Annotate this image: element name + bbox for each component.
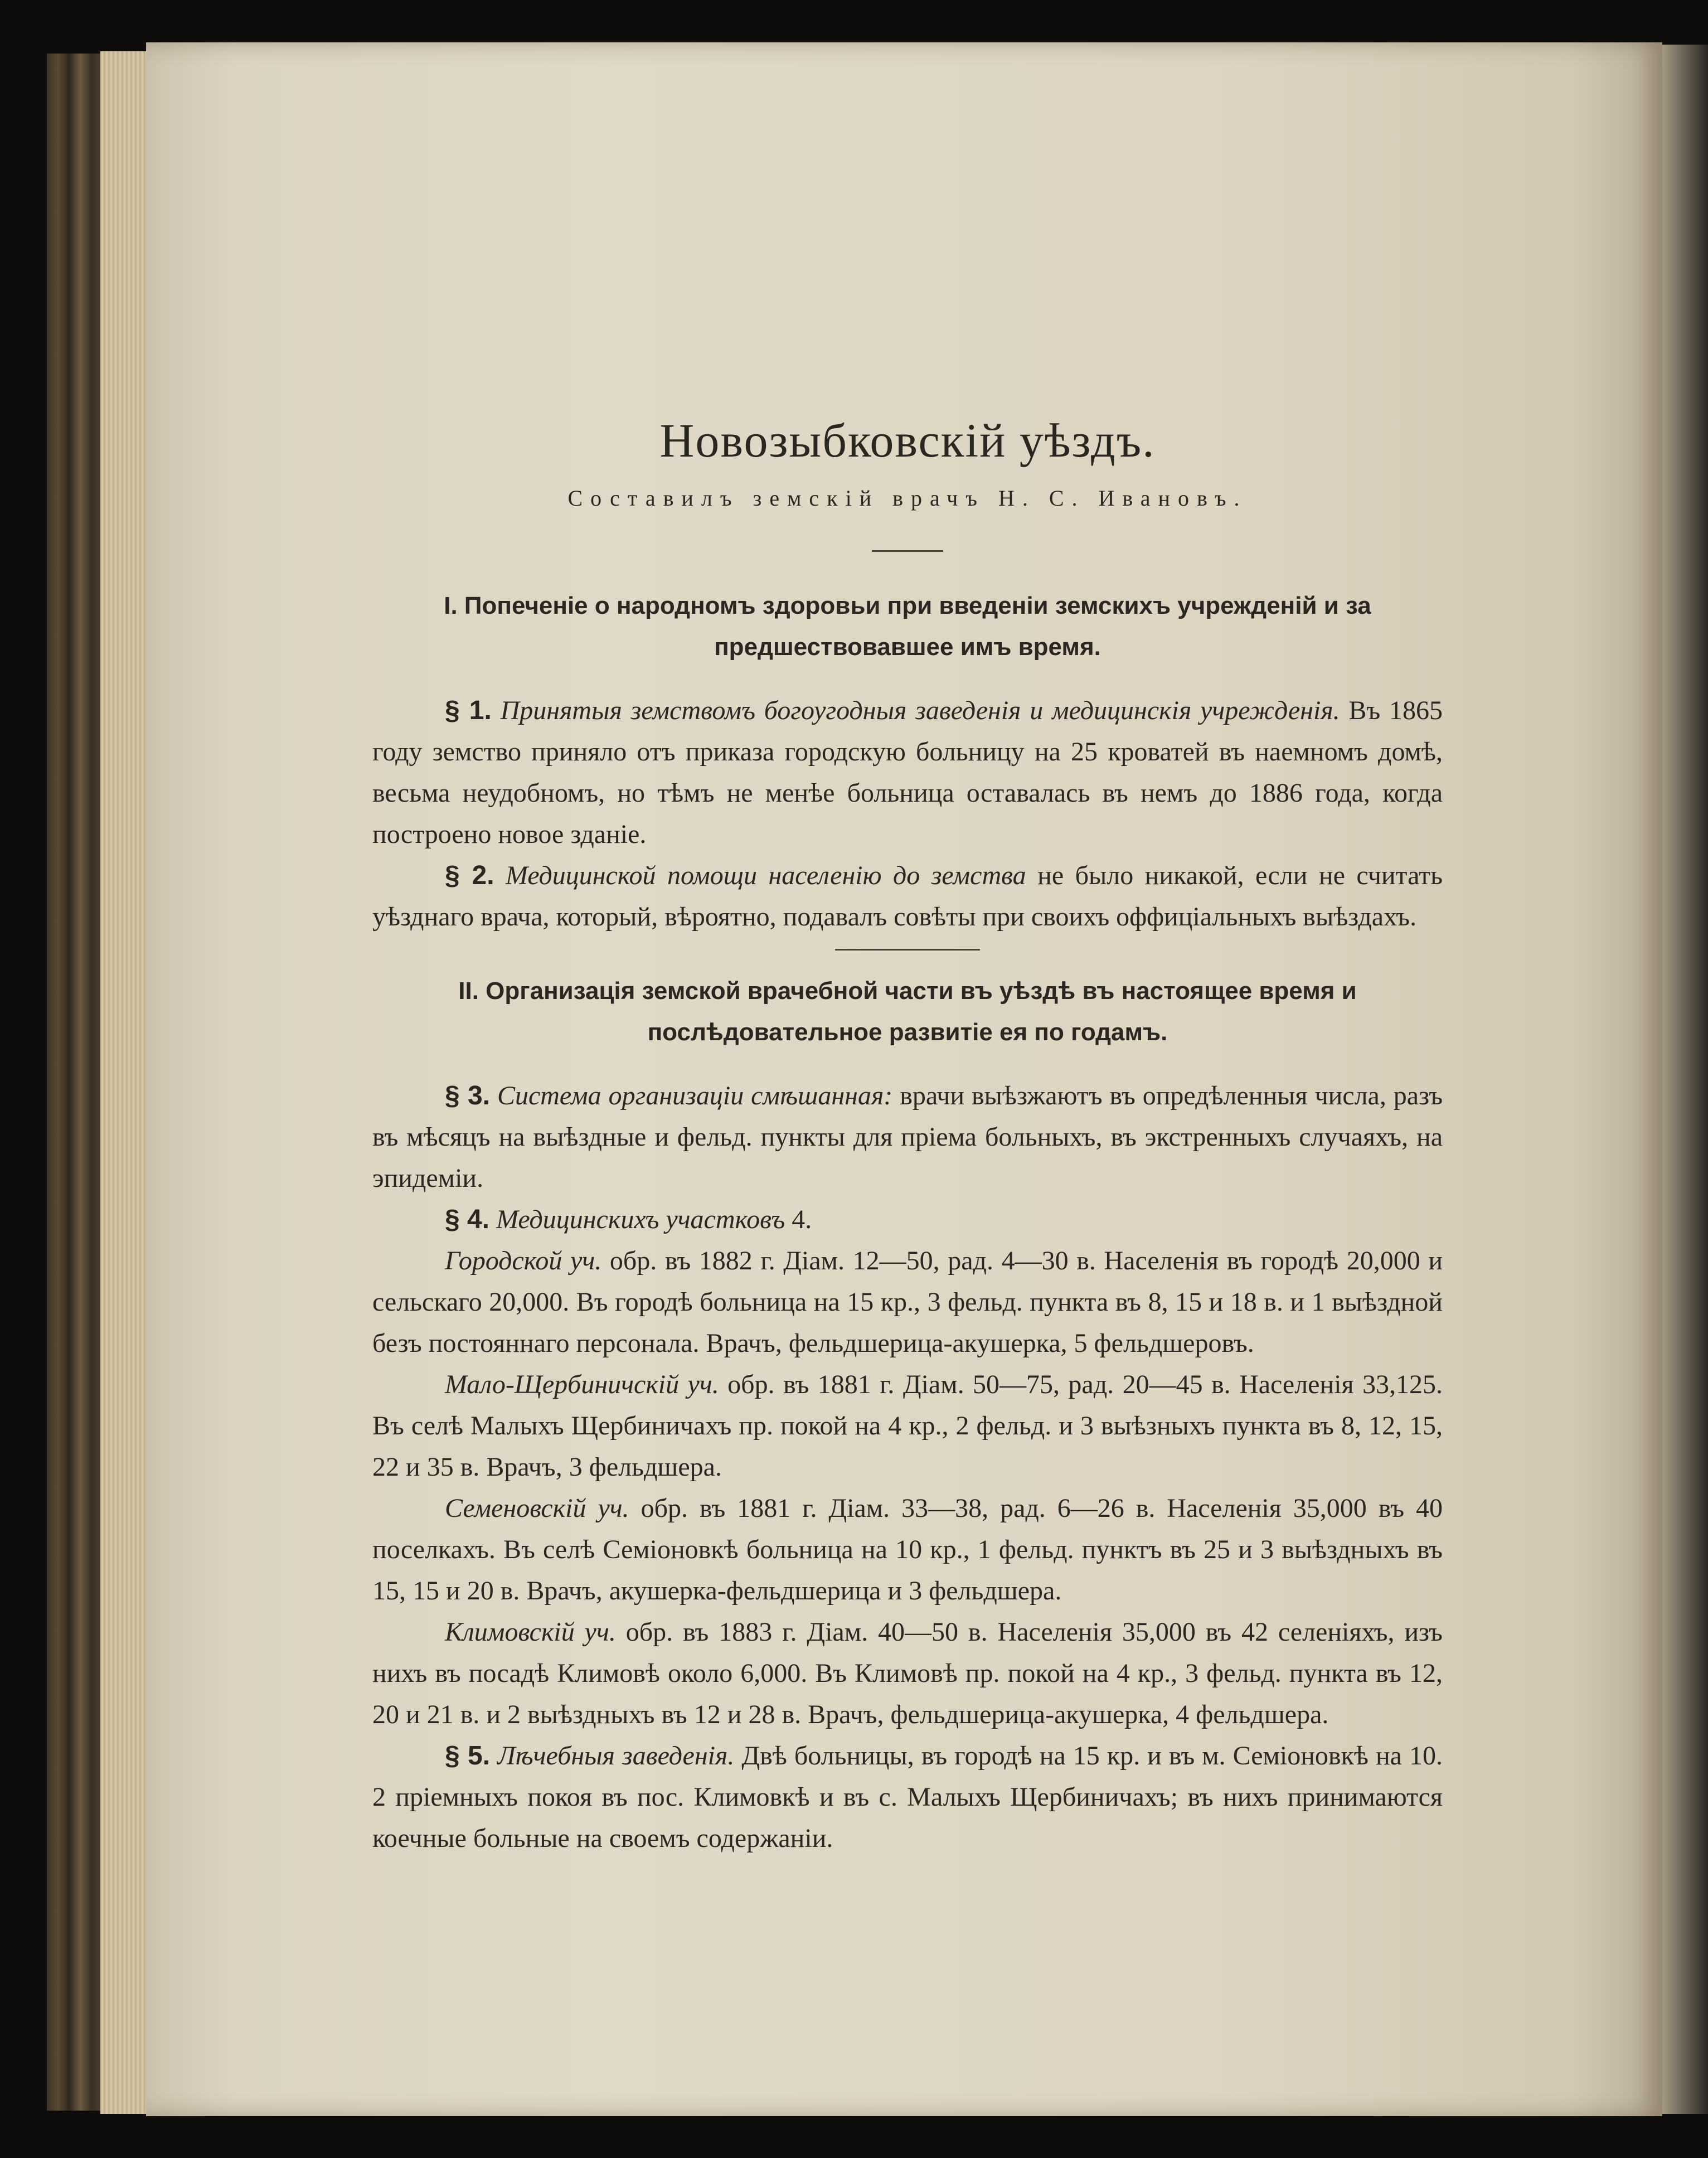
section-heading-1 [372,585,1443,668]
paragraph-8 [372,1612,1443,1735]
paragraph-lead: Лѣчебныя заведенія. [497,1741,735,1771]
paragraph-1 [372,690,1443,855]
paragraph-mark: § 2. [445,861,494,890]
section-heading-2-line2: послѣдовательное развитіе ея по годамъ. [647,1019,1168,1046]
section-heading-1-line1: I. Попеченіе о народномъ здоровьи при введеніи земскихъ учрежденій и за [444,592,1371,619]
paragraph-2 [372,855,1443,938]
paragraph-6 [372,1364,1443,1488]
section-heading-2-line1: II. Организація земской врачебной части въ уѣздѣ въ настоящее время и [458,977,1357,1005]
book-binding [47,54,103,2111]
section-heading-1-line2: предшествовавшее имъ время. [714,633,1101,661]
paragraph-mark: § 3. [445,1081,490,1110]
paragraph-text: обр. въ 1883 г. Діам. 40—50 в. Населенія 35,000 въ 42 селеніяхъ, изъ нихъ въ посадѣ Климовѣ около 6,000. Въ Климовѣ пр. покой на 4 кр., 3 фельд. пункта въ 12, 20 и 21 в. и 2 выѣздныхъ въ 12 и 28 в. Врачъ, фельдшерица-акушерка, 4 фельдшера. [372,1617,1443,1729]
author-byline: Составилъ земскій врачъ Н. С. Ивановъ. [567,486,1248,511]
paragraph-lead: Климовскій уч. [445,1617,616,1647]
page-content [372,413,1443,1859]
paragraph-mark: § 4. [445,1205,490,1234]
paragraph-7 [372,1488,1443,1612]
paragraph-lead: Семеновскій уч. [445,1493,629,1523]
paragraph-9 [372,1735,1443,1859]
paragraph-text: обр. въ 1881 г. Діам. 33—38, рад. 6—26 в. Населенія 35,000 въ 40 поселкахъ. Въ селѣ Семіоновкѣ больница на 10 кр., 1 фельд. пунктъ въ 25 и 3 выѣздныхъ въ 15, 15 и 20 в. Врачъ, акушерка-фельдшерица и 3 фельдшера. [372,1493,1443,1606]
paragraph-text: не было никакой, если не считать уѣзднаго врача, который, вѣроятно, подавалъ совѣты при своихъ оффиціальныхъ выѣздахъ. [372,861,1443,932]
section-heading-2 [372,971,1443,1053]
paragraph-text: обр. въ 1882 г. Діам. 12—50, рад. 4—30 в. Населенія въ городѣ 20,000 и сельскаго 20,000. Въ городѣ больница на 15 кр., 3 фельд. пункта въ 8, 15 и 18 в. и 1 выѣздной безъ постояннаго персонала. Врачъ, фельдшерица-акушерка, 5 фельдшеровъ. [372,1246,1443,1358]
paragraph-3 [372,1075,1443,1199]
paragraph-lead: Медицинской помощи населенію до земства [506,861,1026,890]
paragraph-text: Въ 1865 году земство приняло отъ приказа городскую больницу на 25 кроватей въ наемномъ домѣ, весьма неудобномъ, но тѣмъ не менѣе больница оставалась въ немъ до 1886 года, когда построено новое зданіе. [372,696,1443,849]
paragraph-mark: § 1. [445,696,492,725]
paragraph-lead: Городской уч. [445,1246,602,1276]
paragraph-lead: Система организаціи смѣшанная: [497,1081,893,1110]
page-right-edge [1662,45,1708,2114]
divider [872,550,943,552]
paragraph-lead: Мало-Щербиничскій уч. [445,1370,719,1399]
paragraph-text: обр. въ 1881 г. Діам. 50—75, рад. 20—45 в. Населенія 33,125. Въ селѣ Малыхъ Щербиничахъ пр. покой на 4 кр., 2 фельд. и 3 выѣзныхъ пункта въ 8, 12, 15, 22 и 35 в. Врачъ, 3 фельдшера. [372,1370,1443,1482]
paragraph-text: Двѣ больницы, въ городѣ на 15 кр. и въ м. Семіоновкѣ на 10. 2 пріемныхъ покоя въ пос. Климовкѣ и въ с. Малыхъ Щербиничахъ; въ нихъ принимаются коечные больные на своемъ содержаніи. [372,1741,1443,1853]
paragraph-lead: Принятыя земствомъ богоугодныя заведенія и медицинскія учрежденія. [500,696,1340,725]
paragraph-4 [372,1199,1443,1240]
paragraph-5 [372,1240,1443,1364]
paragraph-text: 4. [792,1205,812,1234]
paragraph-lead: Медицинскихъ участковъ [496,1205,785,1234]
paragraph-text: врачи выѣзжаютъ въ опредѣленныя числа, разъ въ мѣсяцъ на выѣздные и фельд. пункты для пріема больныхъ, въ экстренныхъ случаяхъ, на эпидеміи. [372,1081,1443,1193]
paragraph-mark: § 5. [445,1741,491,1771]
page-title: Новозыбковскій уѣздъ. [659,414,1156,467]
divider [835,949,980,951]
